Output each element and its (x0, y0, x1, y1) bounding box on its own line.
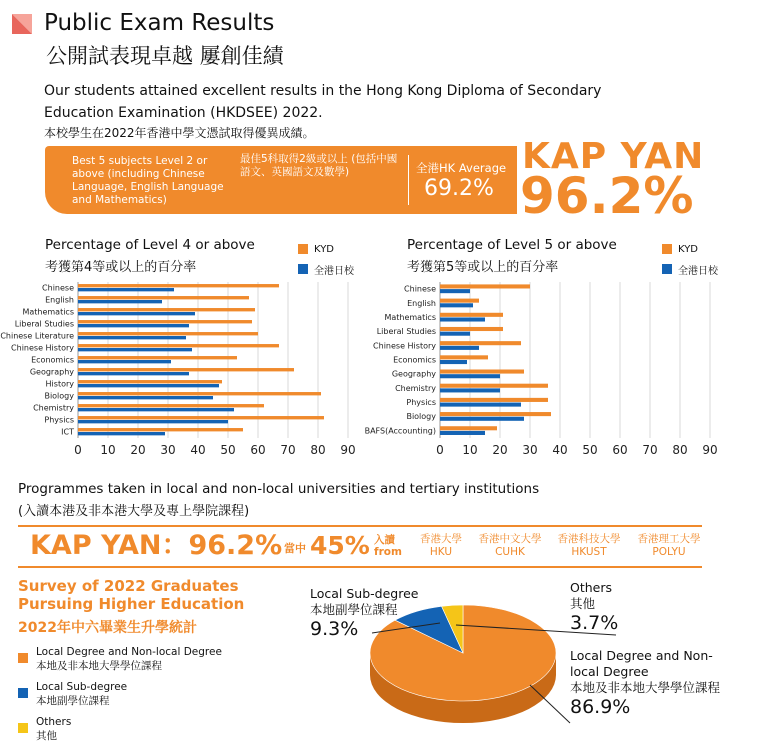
bar-hk (78, 348, 192, 351)
university-name-zh: 香港科技大學 (557, 533, 621, 545)
programmes-title-zh: (入讀本港及非本港大學及專上學院課程) (18, 504, 250, 519)
school-result: 96.2% (520, 167, 694, 225)
pie-label-degree (570, 648, 740, 718)
programmes-rule-top (18, 525, 702, 527)
banner-divider (408, 155, 409, 205)
legend-swatch-kyd (298, 244, 308, 254)
programmes-percent: 45% (310, 531, 370, 560)
programmes-rule-bottom (18, 566, 702, 568)
bar-hk (78, 396, 213, 399)
legend-label: Local Sub-degree (36, 681, 128, 693)
bar-hk (78, 420, 228, 423)
university-name-zh: 香港理工大學 (637, 533, 701, 545)
bar-kyd (440, 412, 551, 416)
bar-hk (78, 324, 189, 327)
bar-kyd (78, 380, 222, 383)
school-name: KAP YAN (522, 136, 705, 177)
bar-hk (78, 312, 195, 315)
legend-label-zh: 本地副學位課程 (36, 695, 110, 707)
bar-kyd (78, 296, 249, 299)
bar-kyd (78, 356, 237, 359)
category-label: Chinese History (373, 341, 436, 351)
hk-average-label: 全港HK Average (416, 161, 507, 175)
pie-label-subdegree (310, 586, 418, 640)
programmes-school-result: KAP YAN：96.2% (30, 530, 283, 561)
bar-hk (78, 384, 219, 387)
chart-l5-legend (662, 242, 718, 276)
bar-kyd (440, 284, 530, 288)
bar-hk (440, 303, 473, 307)
programmes-enter-zh: 入讀 (374, 534, 395, 546)
tick-label: 80 (672, 443, 688, 457)
bar-hk (78, 408, 234, 411)
university-name-en: CUHK (495, 546, 525, 558)
pie-label-text-zh: 其他 (570, 596, 596, 611)
tick-label: 10 (100, 443, 116, 457)
hk-average-value: 69.2% (424, 176, 494, 201)
category-label: English (407, 298, 436, 308)
legend-swatch-degree (18, 653, 28, 663)
intro-text-zh: 本校學生在2022年香港中學文憑試取得優異成績。 (44, 126, 315, 140)
page-title-zh: 公開試表現卓越 屢創佳績 (46, 44, 284, 68)
bar-kyd (78, 368, 294, 371)
tick-label: 70 (280, 443, 296, 457)
tick-label: 60 (612, 443, 628, 457)
legend-item-hk (298, 262, 354, 276)
bar-hk (440, 388, 500, 392)
tick-label: 90 (340, 443, 356, 457)
page-title: Public Exam Results (44, 10, 275, 36)
bar-kyd (440, 313, 503, 317)
bar-kyd (440, 426, 497, 430)
university-hku (416, 533, 466, 559)
category-label: Chinese History (11, 343, 74, 353)
programmes-enter-en: from (374, 546, 402, 558)
survey-legend-subdegree (18, 680, 127, 708)
category-label: Chemistry (33, 403, 74, 413)
bar-kyd (78, 332, 258, 335)
bar-hk (78, 360, 171, 363)
bar-hk (440, 431, 485, 435)
bar-kyd (440, 370, 524, 374)
bar-hk (440, 417, 524, 421)
survey-legend-others (18, 715, 71, 743)
legend-item-kyd (298, 242, 354, 256)
chart-l4-legend (298, 242, 354, 276)
legend-swatch-hk (298, 264, 308, 274)
tick-label: 80 (310, 443, 326, 457)
category-label: Liberal Studies (14, 319, 74, 329)
bar-hk (78, 432, 165, 435)
legend-label-zh: 其他 (36, 730, 57, 742)
category-label: Chinese (404, 284, 436, 294)
category-label: Geography (29, 367, 74, 377)
category-label: Mathematics (22, 307, 74, 317)
bar-hk (440, 332, 470, 336)
university-hkust (553, 533, 625, 559)
pie-label-percent: 86.9% (570, 696, 631, 718)
legend-item-hk (662, 262, 718, 276)
bar-kyd (78, 284, 279, 287)
category-label: Mathematics (384, 312, 436, 322)
bar-kyd (78, 416, 324, 419)
legend-item-kyd (662, 242, 718, 256)
bar-kyd (440, 355, 488, 359)
bar-hk (440, 346, 479, 350)
pie-label-percent: 9.3% (310, 618, 359, 640)
bar-kyd (440, 299, 479, 303)
tick-label: 50 (582, 443, 598, 457)
pie-label-percent: 3.7% (570, 612, 619, 634)
programmes-enter (374, 534, 402, 558)
category-label: Chemistry (395, 383, 436, 393)
legend-label: 全港日校 (678, 265, 718, 277)
pie-label-text: Others (570, 580, 613, 595)
bar-hk (440, 360, 467, 364)
bar-hk (78, 372, 189, 375)
bar-kyd (440, 341, 521, 345)
bar-kyd (78, 344, 279, 347)
chart-l5-title: Percentage of Level 5 or above (407, 237, 617, 253)
category-label: BAFS(Accounting) (364, 426, 436, 436)
tick-label: 40 (190, 443, 206, 457)
pie-label-others (570, 580, 618, 634)
chart-l5 (362, 278, 758, 463)
chart-l4-title: Percentage of Level 4 or above (45, 237, 255, 253)
legend-label: Local Degree and Non-local Degree (36, 646, 222, 658)
tick-label: 10 (462, 443, 478, 457)
category-label: Physics (406, 398, 436, 408)
university-name-zh: 香港大學 (420, 533, 462, 545)
title-bullet-icon (12, 14, 32, 34)
category-label: History (45, 379, 74, 389)
category-label: English (45, 295, 74, 305)
legend-label: KYD (678, 243, 699, 255)
category-label: ICT (61, 427, 74, 437)
pie-label-text: Local Sub-degree (310, 586, 419, 601)
bar-kyd (440, 384, 548, 388)
legend-swatch-subdegree (18, 688, 28, 698)
category-label: Chinese (42, 283, 74, 293)
bar-hk (78, 288, 174, 291)
category-label: Geography (391, 369, 436, 379)
legend-swatch-kyd (662, 244, 672, 254)
legend-label: Others (36, 716, 72, 728)
programmes-title: Programmes taken in local and non-local universities and tertiary institutions (18, 481, 540, 497)
bar-kyd (78, 308, 255, 311)
legend-label: 全港日校 (314, 265, 354, 277)
legend-label: KYD (314, 243, 335, 255)
legend-swatch-others (18, 723, 28, 733)
chart-l4 (0, 278, 362, 463)
bar-hk (440, 403, 521, 407)
bar-kyd (78, 404, 264, 407)
bar-hk (440, 317, 485, 321)
tick-label: 50 (220, 443, 236, 457)
bar-kyd (78, 392, 321, 395)
category-label: Biology (44, 391, 74, 401)
category-label: Economics (31, 355, 74, 365)
bar-kyd (440, 327, 503, 331)
tick-label: 20 (492, 443, 508, 457)
chart-l5-subtitle: 考獲第5等或以上的百分率 (407, 260, 559, 275)
bar-hk (78, 336, 186, 339)
survey-title-zh: 2022年中六畢業生升學統計 (18, 620, 197, 636)
legend-label-zh: 本地及非本地大學學位課程 (36, 660, 162, 672)
bar-hk (440, 289, 470, 293)
pie-label-text-zh: 本地及非本地大學學位課程 (570, 680, 721, 695)
chart-l4-subtitle: 考獲第4等或以上的百分率 (45, 260, 197, 275)
survey-legend-degree (18, 645, 222, 673)
tick-label: 30 (522, 443, 538, 457)
category-label: Physics (44, 415, 74, 425)
tick-label: 0 (74, 443, 82, 457)
bar-kyd (78, 320, 252, 323)
banner-requirement: Best 5 subjects Level 2 or above (including Chinese Language, English Language and Mathematics) (72, 155, 224, 206)
tick-label: 60 (250, 443, 266, 457)
bar-kyd (78, 428, 243, 431)
university-name-zh: 香港中文大學 (478, 533, 542, 545)
banner-requirement-zh: 最佳5科取得2級或以上 (包括中國語文、英國語文及數學) (240, 153, 398, 178)
category-label: Economics (393, 355, 436, 365)
tick-label: 90 (702, 443, 718, 457)
pie-label-text: Local Degree and Non-local Degree (570, 648, 713, 679)
university-name-en: POLYU (652, 546, 686, 558)
legend-swatch-hk (662, 264, 672, 274)
university-cuhk (474, 533, 546, 559)
university-polyu (633, 533, 705, 559)
tick-label: 0 (436, 443, 444, 457)
category-label: Biology (406, 412, 436, 422)
tick-label: 30 (160, 443, 176, 457)
category-label: Liberal Studies (376, 327, 436, 337)
tick-label: 20 (130, 443, 146, 457)
tick-label: 70 (642, 443, 658, 457)
intro-text: Our students attained excellent results in the Hong Kong Diploma of Secondary Education Examination (HKDSEE) 2022. (44, 83, 602, 121)
pie-label-text-zh: 本地副學位課程 (310, 602, 398, 617)
tick-label: 40 (552, 443, 568, 457)
survey-title: Survey of 2022 Graduates Pursuing Higher Education (18, 577, 245, 613)
bar-hk (440, 374, 500, 378)
bar-kyd (440, 398, 548, 402)
university-name-en: HKU (429, 546, 453, 558)
university-name-en: HKUST (571, 546, 607, 558)
category-label: Chinese Literature (0, 331, 74, 341)
bar-hk (78, 300, 162, 303)
programmes-among: 當中 (284, 542, 306, 555)
